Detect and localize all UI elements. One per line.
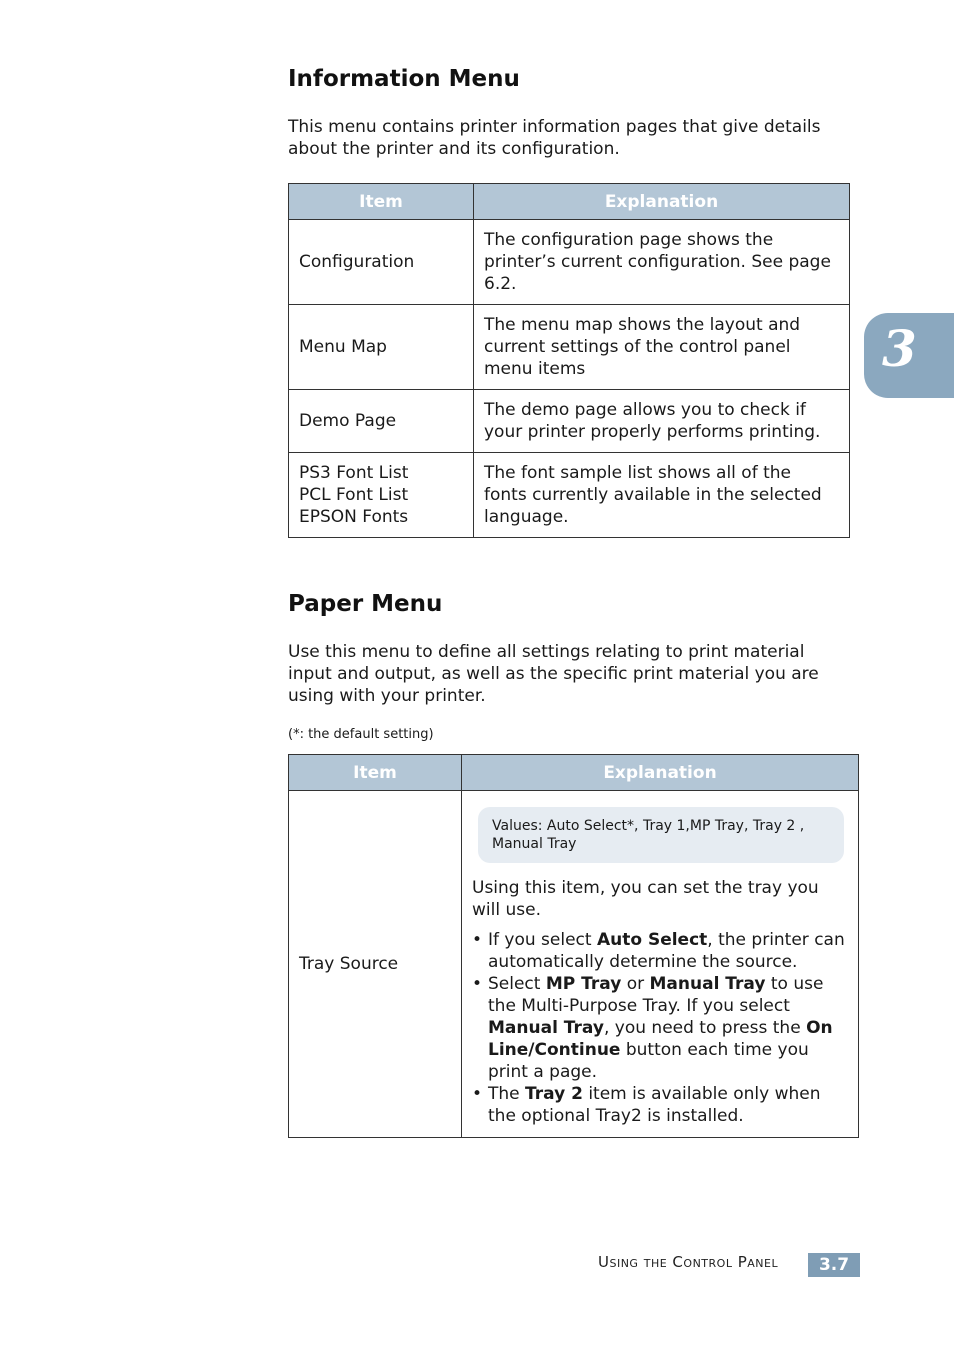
list-item: • Select MP Tray or Manual Tray to use the Multi-Purpose Tray. If you select Manual Tray, you need to press the On Line/Continue button each time you print a page. [472, 973, 848, 1083]
explanation-cell [462, 791, 859, 1138]
tray-source-bullets [472, 929, 848, 1127]
paper-menu-intro: Use this menu to define all settings relating to print material input and output, as well as the specific print material you are using with your printer. [288, 642, 819, 706]
item-configuration: Configuration [299, 252, 415, 272]
item-menu-map: Menu Map [299, 337, 387, 357]
item-tray-source: Tray Source [299, 954, 399, 974]
table-row [289, 220, 850, 305]
information-menu-heading: Information Menu [288, 66, 520, 92]
footer-page-number: 3.7 [808, 1253, 860, 1277]
paper-menu-table [288, 754, 859, 1138]
explanation-cell [474, 305, 850, 390]
table-row [289, 305, 850, 390]
chapter-number: 3 [882, 319, 917, 378]
item-cell [289, 305, 474, 390]
item-demo-page: Demo Page [299, 411, 397, 431]
tray-source-description: Using this item, you can set the tray you will use. [472, 878, 819, 920]
information-menu-intro: This menu contains printer information pages that give details about the printer and its configuration. [288, 117, 821, 159]
explanation-demo-page: The demo page allows you to check if your printer properly performs printing. [484, 400, 821, 442]
item-cell [289, 220, 474, 305]
footer-section-name: Using the Control Panel [598, 1253, 779, 1271]
item-cell [289, 390, 474, 453]
item-cell [289, 791, 462, 1138]
explanation-font-lists: The font sample list shows all of the fonts currently available in the selected language. [484, 463, 822, 527]
column-header-item: Item [289, 184, 474, 220]
table-header-row [289, 184, 850, 220]
table-header-row [289, 755, 859, 791]
table-row [289, 453, 850, 538]
list-item: • The Tray 2 item is available only when the optional Tray2 is installed. [472, 1083, 848, 1127]
default-setting-note: (*: the default setting) [288, 727, 434, 742]
explanation-configuration: The configuration page shows the printer’s current configuration. See page 6.2. [484, 230, 831, 294]
explanation-cell [474, 220, 850, 305]
chapter-tab [864, 313, 954, 398]
column-header-explanation: Explanation [462, 755, 859, 791]
paper-menu-heading: Paper Menu [288, 591, 443, 617]
item-font-lists: PS3 Font List PCL Font List EPSON Fonts [299, 463, 409, 527]
column-header-item: Item [289, 755, 462, 791]
table-row [289, 791, 859, 1138]
item-cell [289, 453, 474, 538]
explanation-menu-map: The menu map shows the layout and current settings of the control panel menu items [484, 315, 801, 379]
explanation-cell [474, 453, 850, 538]
list-item: • If you select Auto Select, the printer can automatically determine the source. [472, 929, 848, 973]
values-box: Values: Auto Select*, Tray 1,MP Tray, Tray 2 , Manual Tray [478, 807, 844, 863]
column-header-explanation: Explanation [474, 184, 850, 220]
information-menu-table [288, 183, 850, 538]
explanation-cell [474, 390, 850, 453]
table-row [289, 390, 850, 453]
